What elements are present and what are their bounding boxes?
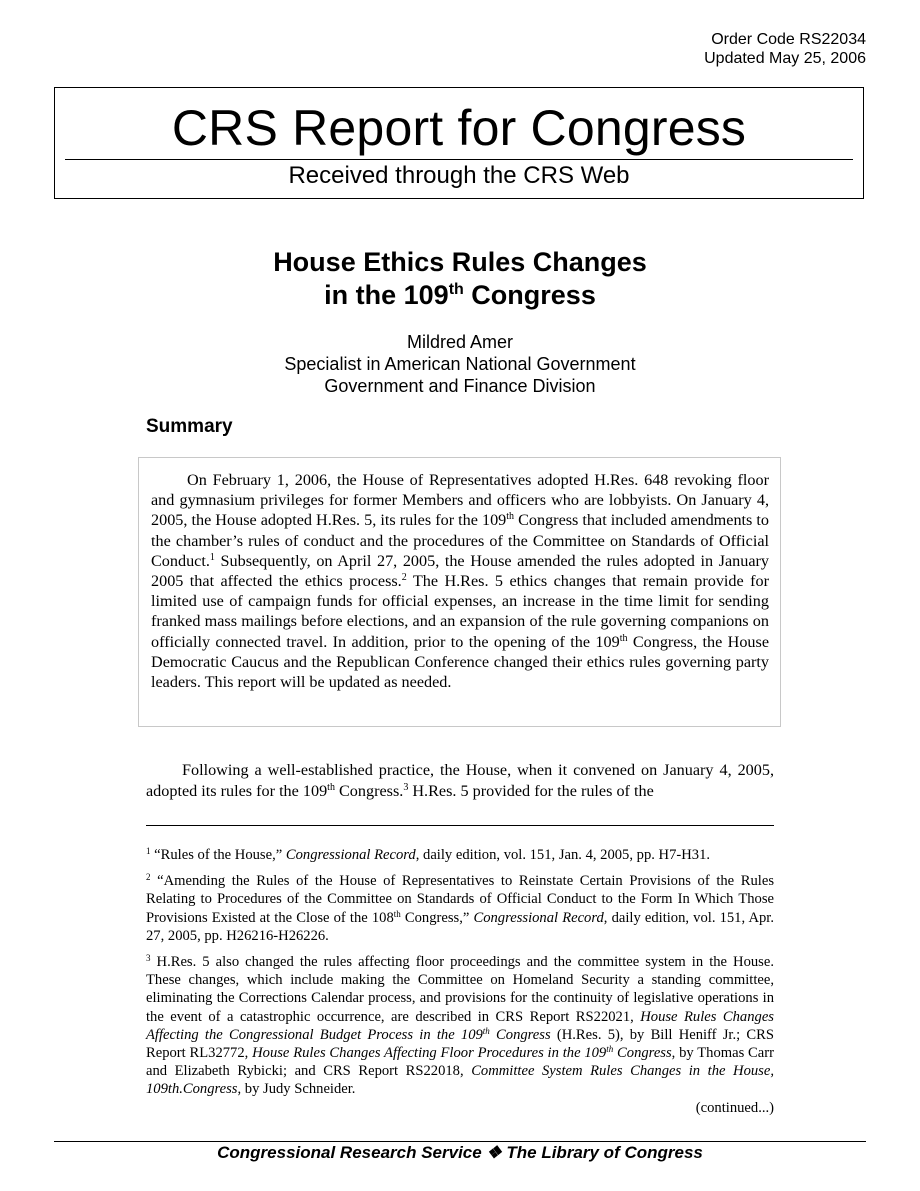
- body-text-1: Following a well-established practice, the House, when it convened on January 4, 2005, adopted its rules for the 109: [146, 761, 774, 800]
- footnote-2-text-a: “Amending the Rules of the House of Representatives to Reinstate Certain Provisions of the Rules Relating to Procedures of the Committee on Standards of Official Conduct to the Form In Which Those Provisions Existed at the Close of the 108: [146, 873, 774, 926]
- author-block: [0, 331, 920, 397]
- footnote-1-italic: Congressional Record: [285, 847, 416, 863]
- summary-sup-2: th: [619, 632, 628, 644]
- footnote-2-sup: th: [393, 908, 401, 919]
- footnote-3-italic-3: Committee System Rules Changes in the House, 109th.Congress: [146, 1063, 774, 1098]
- footnote-ref-2: 2: [401, 572, 407, 584]
- body-sup-1: th: [327, 781, 335, 793]
- footer-rule: [54, 1141, 866, 1142]
- footnote-3-text-d: , by Judy Schneider.: [237, 1081, 356, 1098]
- report-title: [0, 246, 920, 312]
- masthead-rule: [65, 159, 853, 160]
- summary-text-3: Subsequently, on April 27, 2005, the House amended the rules adopted in January 2005 that affected the ethics process.: [151, 551, 769, 591]
- author-title: Specialist in American National Government: [284, 354, 636, 374]
- footnote-number-3: 3: [146, 953, 151, 964]
- summary-box: [138, 457, 781, 727]
- footnote-3-text-b: (H.Res. 5), by Bill Heniff Jr.; CRS Report RL32772,: [146, 1026, 774, 1062]
- body-text-2: Congress.: [334, 781, 404, 800]
- footnote-3-italic-1-post: Congress: [489, 1026, 551, 1043]
- footnote-ref-3: 3: [403, 781, 409, 793]
- updated-date: Updated May 25, 2006: [704, 50, 866, 67]
- page-footer: Congressional Research Service ❖ The Library of Congress: [217, 1143, 703, 1162]
- author-division: Government and Finance Division: [324, 376, 596, 396]
- footnote-3-text-a: H.Res. 5 also changed the rules affecting floor proceedings and the committee system in the House. These changes, which include making the Committee on Homeland Security a standing committee, eliminating the Corrections Calendar process, and provisions for the continuity of legislative operations in the event of a catastrophic occurrence, are described in CRS Report RS22021,: [146, 954, 774, 1025]
- footnote-2: [146, 872, 774, 945]
- footnote-number-2: 2: [146, 872, 151, 883]
- footnote-1-text-a: “Rules of the House,”: [150, 847, 286, 863]
- footnote-3-italic-1-sup: th: [482, 1025, 490, 1036]
- footnote-3-text-c: , by Thomas Carr and Elizabeth Rybicki; and CRS Report RS22018,: [146, 1045, 774, 1080]
- author-name: Mildred Amer: [406, 332, 514, 352]
- footnote-3: [146, 953, 774, 1099]
- order-code: Order Code RS22034: [711, 31, 866, 48]
- footnote-3-italic-2-sup: th: [606, 1044, 614, 1055]
- footnote-number-1: 1: [146, 846, 151, 856]
- summary-text-4: The H.Res. 5 ethics changes that remain provide for limited use of campaign funds for official expenses, an increase in the time limit for sending franked mass mailings before elections, and an expansion of the rule governing companions on officially connected travel. In addition, prior to the opening of the 109: [151, 572, 769, 651]
- order-code-block: [704, 30, 866, 68]
- masthead-subtitle: Received through the CRS Web: [288, 162, 630, 189]
- footnote-2-text-b: Congress,”: [400, 909, 474, 926]
- footnotes: [146, 846, 774, 1117]
- summary-text-1: On February 1, 2006, the House of Representatives adopted H.Res. 648 revoking floor and gymnasium privileges for former Members and officers who are lobbyists. On January 4, 2005, the House adopted H.Res. 5, its rules for the 109: [151, 471, 769, 530]
- summary-paragraph: [151, 470, 769, 692]
- summary-text-5: Congress, the House Democratic Caucus and the Republican Conference changed their ethics rules governing party leaders. This report will be updated as needed.: [151, 632, 770, 692]
- footnote-ref-1: 1: [209, 551, 215, 563]
- footnote-2-text-c: , daily edition, vol. 151, Apr. 27, 2005, pp. H26216-H26226.: [146, 909, 774, 944]
- continued-note: (continued...): [695, 1099, 774, 1116]
- footnote-1: [146, 846, 774, 864]
- title-text: in the 109: [324, 280, 449, 310]
- masthead-title: CRS Report for Congress: [171, 100, 747, 156]
- footnote-3-italic-2: [252, 1045, 672, 1061]
- body-text-3: H.Res. 5 provided for the rules of the: [408, 781, 654, 800]
- footnote-3-italic-2-post: Congress: [613, 1045, 672, 1062]
- summary-sup-1: th: [506, 511, 515, 523]
- footnote-1-text-b: , daily edition, vol. 151, Jan. 4, 2005, pp. H7-H31.: [415, 847, 711, 863]
- footnote-3-italic-2-text: House Rules Changes Affecting Floor Procedures in the 109: [252, 1045, 607, 1062]
- title-text-end: Congress: [463, 280, 596, 310]
- body-paragraph: [146, 760, 774, 801]
- report-title-line1: House Ethics Rules Changes: [273, 247, 647, 277]
- footnote-2-italic: Congressional Record: [473, 909, 604, 926]
- summary-text-2: Congress that included amendments to the chamber’s rules of conduct and the procedures of the Committee on Standards of Official Conduct.: [151, 511, 769, 570]
- summary-heading: Summary: [146, 416, 233, 437]
- title-superscript: th: [448, 281, 464, 298]
- masthead: [54, 87, 864, 199]
- footnote-rule: [146, 825, 774, 826]
- report-title-line2: [0, 279, 920, 312]
- footnote-3-italic-1-text: House Rules Changes Affecting the Congressional Budget Process in the 109: [146, 1008, 774, 1043]
